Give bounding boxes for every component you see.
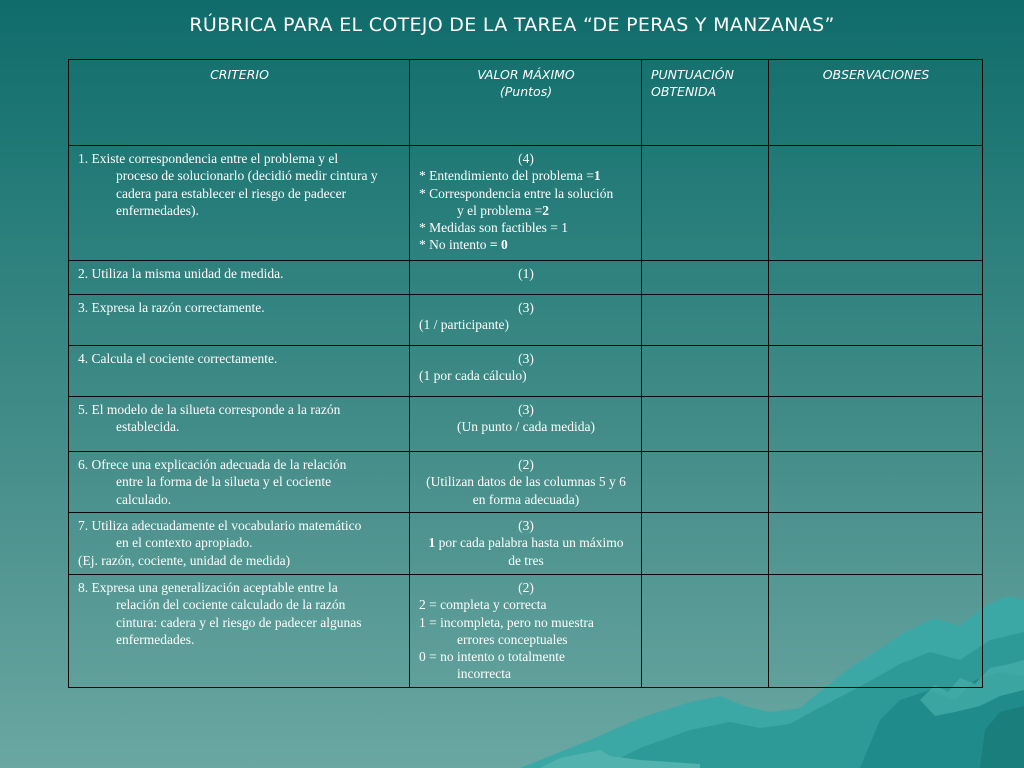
puntuacion-cell[interactable] (642, 346, 769, 397)
valor-cell: (3) 1 por cada palabra hasta un máximo de tres (410, 513, 642, 575)
table-row (69, 397, 983, 452)
table-row (69, 261, 983, 295)
criterio-cell: 7. Utiliza adecuadamente el vocabulario matemático en el contexto apropiado. (Ej. razón, cociente, unidad de medida) (69, 513, 410, 575)
observaciones-cell[interactable] (769, 295, 983, 346)
criterio-cell: 2. Utiliza la misma unidad de medida. (69, 261, 410, 295)
valor-cell: (1) (410, 261, 642, 295)
observaciones-cell[interactable] (769, 513, 983, 575)
puntuacion-cell[interactable] (642, 295, 769, 346)
criterio-cell: 3. Expresa la razón correctamente. (69, 295, 410, 346)
observaciones-cell[interactable] (769, 261, 983, 295)
valor-cell: (2) 2 = completa y correcta 1 = incompleta, pero no muestra errores conceptuales 0 = no intento o totalmente incorrecta (410, 575, 642, 688)
observaciones-cell[interactable] (769, 452, 983, 513)
valor-cell: (3) (1 / participante) (410, 295, 642, 346)
table-row (69, 146, 983, 261)
table-row (69, 575, 983, 688)
criterio-cell: 8. Expresa una generalización aceptable entre la relación del cociente calculado de la razón cintura: cadera y el riesgo de padecer algunas enfermedades. (69, 575, 410, 688)
table-row (69, 295, 983, 346)
valor-cell: (3) (Un punto / cada medida) (410, 397, 642, 452)
valor-cell: (4) * Entendimiento del problema =1 * Correspondencia entre la solución y el problema =2 * Medidas son factibles = 1 * No intento = 0 (410, 146, 642, 261)
criterio-cell: 4. Calcula el cociente correctamente. (69, 346, 410, 397)
observaciones-cell[interactable] (769, 146, 983, 261)
rubric-table (68, 59, 983, 688)
valor-cell: (2) (Utilizan datos de las columnas 5 y 6 en forma adecuada) (410, 452, 642, 513)
table-row (69, 346, 983, 397)
criterio-cell: 5. El modelo de la silueta corresponde a la razón establecida. (69, 397, 410, 452)
valor-cell: (3) (1 por cada cálculo) (410, 346, 642, 397)
puntuacion-cell[interactable] (642, 397, 769, 452)
page-title: RÚBRICA PARA EL COTEJO DE LA TAREA “DE PERAS Y MANZANAS” (189, 14, 835, 36)
puntuacion-cell[interactable] (642, 452, 769, 513)
header-observaciones: OBSERVACIONES (769, 60, 983, 146)
observaciones-cell[interactable] (769, 397, 983, 452)
observaciones-cell[interactable] (769, 575, 983, 688)
header-valor-maximo: VALOR MÁXIMO (Puntos) (410, 60, 642, 146)
puntuacion-cell[interactable] (642, 513, 769, 575)
criterio-cell: 1. Existe correspondencia entre el problema y el proceso de solucionarlo (decidió medir cintura y cadera para establecer el riesgo de padecer enfermedades). (69, 146, 410, 261)
header-puntuacion: PUNTUACIÓN OBTENIDA (642, 60, 769, 146)
puntuacion-cell[interactable] (642, 575, 769, 688)
table-row (69, 452, 983, 513)
criterio-cell: 6. Ofrece una explicación adecuada de la relación entre la forma de la silueta y el cociente calculado. (69, 452, 410, 513)
header-row (69, 60, 983, 146)
puntuacion-cell[interactable] (642, 146, 769, 261)
puntuacion-cell[interactable] (642, 261, 769, 295)
header-criterio: CRITERIO (69, 60, 410, 146)
observaciones-cell[interactable] (769, 346, 983, 397)
table-row (69, 513, 983, 575)
